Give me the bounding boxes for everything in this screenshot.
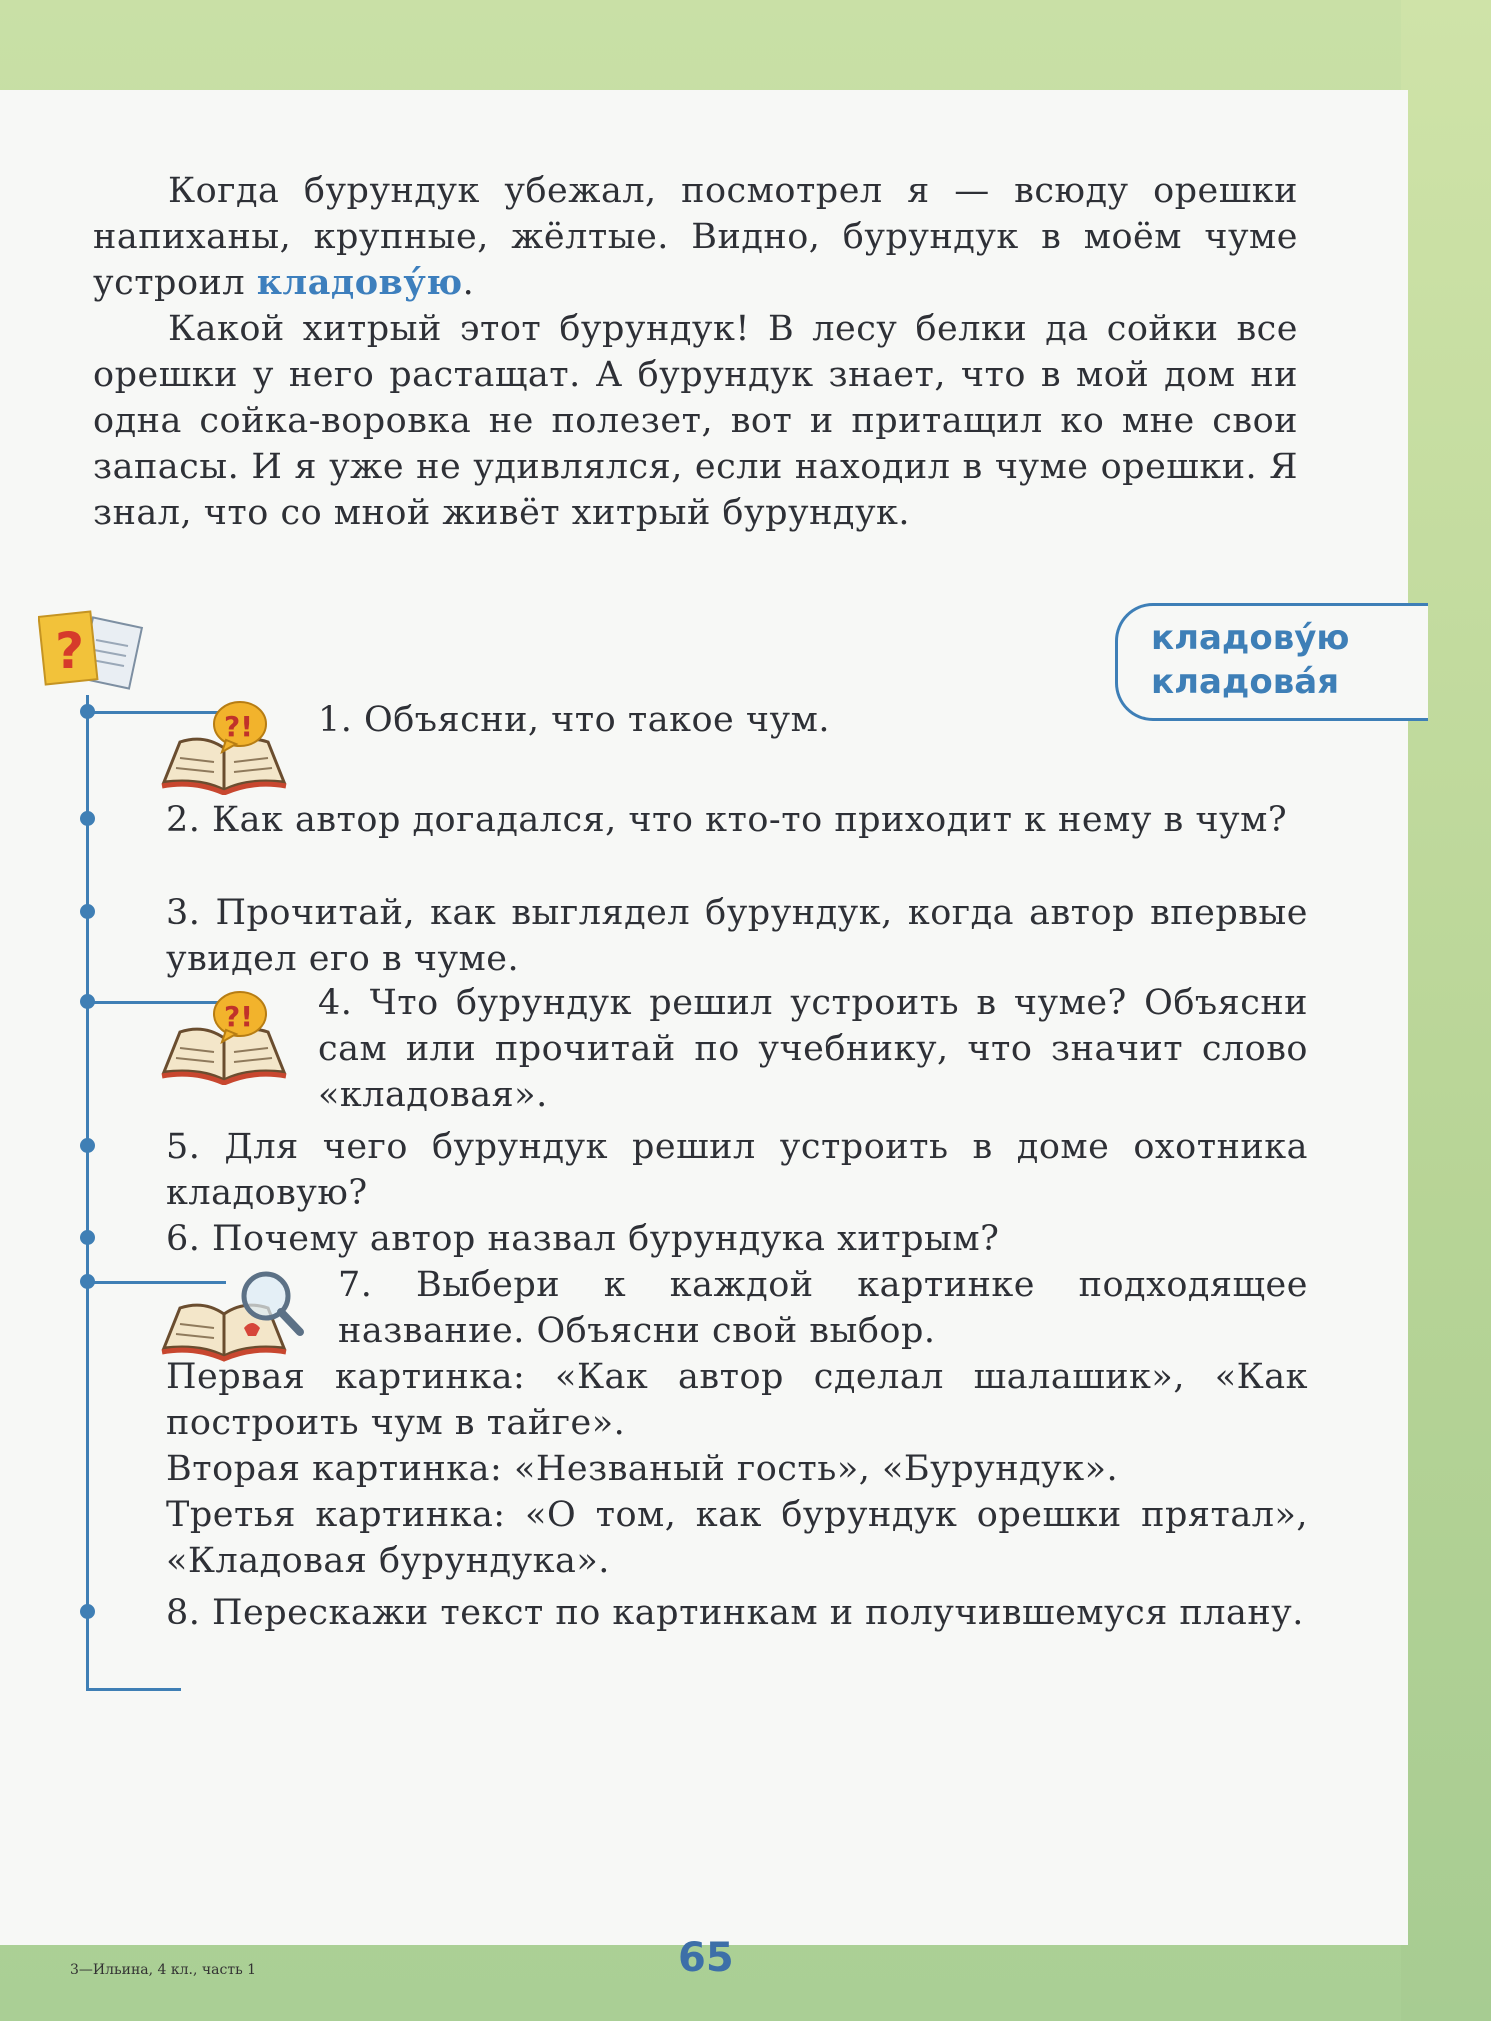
questions-bracket-line: [86, 695, 89, 1690]
vocabulary-word-2: кладова́я: [1151, 662, 1340, 702]
question-1: 1. Объясни, что такое чум.: [318, 700, 830, 740]
book-magnifier-icon: [160, 1262, 310, 1366]
question-7: 7. Выбери к каждой картинке подходящее название. Объясни свой выбор.: [338, 1265, 1308, 1351]
book-question-exclamation-icon: [160, 700, 290, 799]
questions-bracket-bottom: [86, 1688, 181, 1691]
paragraph-1: [93, 168, 1298, 306]
question-mark-note-icon: [38, 608, 148, 702]
green-page-border: [1401, 0, 1491, 2021]
svg-text:?!: ?!: [224, 710, 254, 743]
question-4: 4. Что бурундук решил устроить в чуме? Объясни сам или прочитай по учебнику, что значит слово «кладовая».: [318, 983, 1308, 1115]
question-bullet: [80, 1604, 95, 1619]
paragraph-1-end: .: [462, 263, 475, 303]
svg-text:?: ?: [55, 622, 85, 680]
question-2: 2. Как автор догадался, что кто-то приходит к нему в чум?: [166, 800, 1288, 840]
paragraph-2: Какой хитрый этот бурундук! В лесу белки да сойки все орешки у него растащат. А бурундук знает, что в мой дом ни одна сойка-воровка не полезет, вот и притащил ко мне свои запасы. И я уже не удивлялся, если находил в чуме орешки. Я знал, что со мной живёт хитрый бурундук.: [93, 309, 1298, 533]
book-question-exclamation-icon: [160, 990, 290, 1089]
question-bullet: [80, 1274, 95, 1289]
question-8: 8. Перескажи текст по картинкам и получившемуся плану.: [166, 1593, 1304, 1633]
question-5: 5. Для чего бурундук решил устроить в доме охотника кладовую?: [166, 1127, 1308, 1213]
question-6: 6. Почему автор назвал бурундука хитрым?: [166, 1219, 1000, 1259]
story-text: [93, 168, 1298, 536]
question-bullet: [80, 994, 95, 1009]
question-bullet: [80, 1138, 95, 1153]
vocabulary-word-1: кладову́ю: [1151, 618, 1350, 658]
question-7-second-picture: Вторая картинка: «Незваный гость», «Бурундук».: [166, 1449, 1119, 1489]
page-number: 65: [678, 1935, 734, 1981]
question-7-first-picture: Первая картинка: «Как автор сделал шалашик», «Как построить чум в тайге».: [166, 1357, 1308, 1443]
question-7-third-picture: Третья картинка: «О том, как бурундук орешки прятал», «Кладовая бурундука».: [166, 1495, 1308, 1581]
svg-text:?!: ?!: [224, 1000, 254, 1033]
question-bullet: [80, 904, 95, 919]
question-bullet: [80, 1230, 95, 1245]
question-bullet: [80, 811, 95, 826]
question-3: 3. Прочитай, как выглядел бурундук, когда автор впервые увидел его в чуме.: [166, 893, 1308, 979]
highlighted-word: кладову́ю: [256, 262, 463, 303]
footer-imprint: 3—Ильина, 4 кл., часть 1: [70, 1962, 257, 1978]
question-bullet: [80, 704, 95, 719]
paragraph-1-text: Когда бурундук убежал, посмотрел я — всюду орешки напиханы, крупные, жёлтые. Видно, бурундук в моём чуме устроил: [93, 171, 1298, 303]
